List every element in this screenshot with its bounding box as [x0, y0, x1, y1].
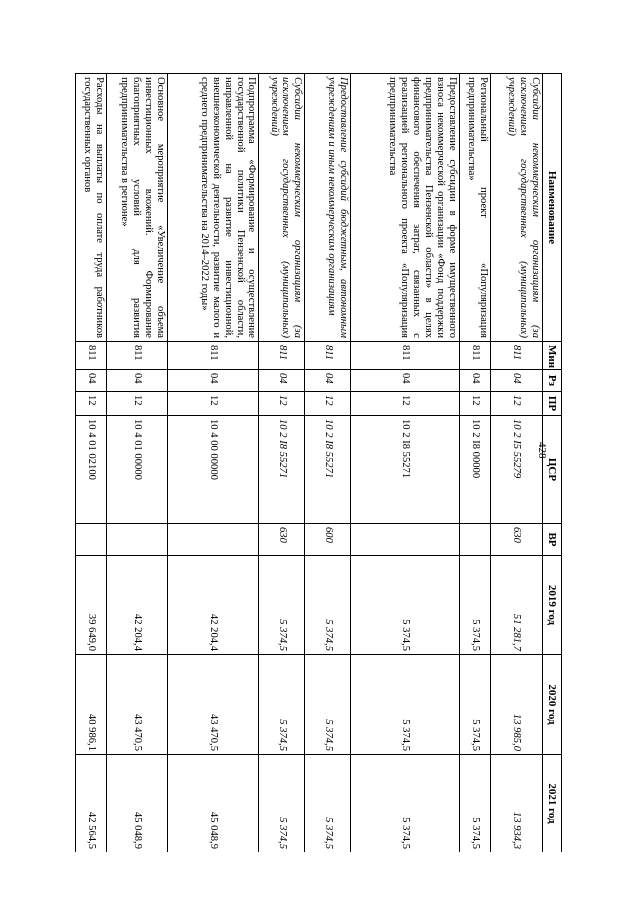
year-2021-cell: 5 374,5 — [459, 755, 490, 853]
year-2019-cell: 42 204,4 — [107, 556, 167, 655]
pr-cell: 12 — [167, 392, 259, 416]
csr-cell: 10 2 I8 55271 — [351, 416, 459, 524]
rz-cell: 04 — [259, 370, 305, 392]
csr-cell: 10 4 00 00000 — [167, 416, 259, 524]
rz-cell: 04 — [107, 370, 167, 392]
name-cell: Предоставление субсидий бюджетным, автономным учреждениям и иным некоммерческим организациям — [305, 74, 351, 342]
table-row — [107, 74, 167, 853]
min-cell: 811 — [459, 342, 490, 370]
table-row — [459, 74, 490, 853]
rz-cell: 04 — [305, 370, 351, 392]
csr-cell: 10 2 I8 00000 — [459, 416, 490, 524]
name-cell: Субсидии некоммерческим организациям (за исключением государственных (муниципальных) учреждений) — [259, 74, 305, 342]
year-2020-cell: 43 470,5 — [107, 655, 167, 755]
table-row — [351, 74, 459, 853]
year-2020-cell: 5 374,5 — [259, 655, 305, 755]
table-row — [259, 74, 305, 853]
year-2019-cell: 5 374,5 — [305, 556, 351, 655]
year-2021-cell: 5 374,5 — [351, 755, 459, 853]
year-2020-cell: 43 470,5 — [167, 655, 259, 755]
header-cell: ЦСР — [543, 416, 562, 524]
rotated-table-frame — [75, 73, 562, 852]
vr-cell — [107, 524, 167, 556]
vr-cell: 630 — [490, 524, 542, 556]
vr-cell — [459, 524, 490, 556]
year-2021-cell: 45 048,9 — [107, 755, 167, 853]
vr-cell — [351, 524, 459, 556]
year-2020-cell: 5 374,5 — [351, 655, 459, 755]
year-2019-cell: 42 204,4 — [167, 556, 259, 655]
min-cell: 811 — [107, 342, 167, 370]
header-cell: ВР — [543, 524, 562, 556]
pr-cell: 12 — [490, 392, 542, 416]
table-body — [76, 74, 543, 853]
vr-cell: 600 — [305, 524, 351, 556]
year-2019-cell: 5 374,5 — [259, 556, 305, 655]
year-2020-cell: 5 374,5 — [305, 655, 351, 755]
csr-cell: 10 4 01 02100 — [76, 416, 107, 524]
min-cell: 811 — [490, 342, 542, 370]
year-2019-cell: 5 374,5 — [351, 556, 459, 655]
year-2021-cell: 5 374,5 — [305, 755, 351, 853]
name-cell: Основное мероприятие «Увеличение объема инвестиционных вложений. Формирование благоприятных условий для развития предпринимательства в регионе» — [107, 74, 167, 342]
vr-cell — [167, 524, 259, 556]
header-cell: 2020 год — [543, 655, 562, 755]
table-row — [490, 74, 542, 853]
table-header-row — [543, 74, 562, 853]
rz-cell: 04 — [167, 370, 259, 392]
pr-cell: 12 — [459, 392, 490, 416]
name-cell: Подпрограмма «Формирование и осуществление государственной политики Пензенской области, направленной на развитие инвестиционной, внешнеэкономической деятельности, развитие малого и среднего предпринимательства на 2014–2022 годы» — [167, 74, 259, 342]
year-2021-cell: 5 374,5 — [259, 755, 305, 853]
min-cell: 811 — [167, 342, 259, 370]
table-row — [305, 74, 351, 853]
header-cell: Мин — [543, 342, 562, 370]
header-cell: Рз — [543, 370, 562, 392]
csr-cell: 10 2 I8 55271 — [305, 416, 351, 524]
header-cell: 2019 год — [543, 556, 562, 655]
table-row — [167, 74, 259, 853]
min-cell: 811 — [76, 342, 107, 370]
rz-cell: 04 — [459, 370, 490, 392]
csr-cell: 10 4 01 00000 — [107, 416, 167, 524]
year-2019-cell: 51 281,7 — [490, 556, 542, 655]
year-2021-cell: 45 048,9 — [167, 755, 259, 853]
header-cell: Наименование — [543, 74, 562, 342]
pr-cell: 12 — [107, 392, 167, 416]
year-2020-cell: 13 985,0 — [490, 655, 542, 755]
table-row — [76, 74, 107, 853]
pr-cell: 12 — [305, 392, 351, 416]
rz-cell: 04 — [76, 370, 107, 392]
year-2020-cell: 40 986,1 — [76, 655, 107, 755]
pr-cell: 12 — [259, 392, 305, 416]
min-cell: 811 — [305, 342, 351, 370]
name-cell: Субсидии некоммерческим организациям (за исключением государственных (муниципальных) учреждений) — [490, 74, 542, 342]
name-cell: Расходы на выплаты по оплате труда работников государственных органов — [76, 74, 107, 342]
year-2019-cell: 39 649,0 — [76, 556, 107, 655]
name-cell: Предоставление субсидии в форме имущественного взноса некоммерческой организации «Фонд поддержки предпринимательства Пензенской области» в целях финансового обеспечения затрат, связанных с реализацией регионального проекта «Популяризация предпринимательства — [351, 74, 459, 342]
year-2019-cell: 5 374,5 — [459, 556, 490, 655]
rz-cell: 04 — [490, 370, 542, 392]
csr-cell: 10 2 I8 55271 — [259, 416, 305, 524]
budget-table — [75, 73, 562, 852]
min-cell: 811 — [259, 342, 305, 370]
vr-cell: 630 — [259, 524, 305, 556]
pr-cell: 12 — [351, 392, 459, 416]
vr-cell — [76, 524, 107, 556]
year-2021-cell: 42 564,5 — [76, 755, 107, 853]
year-2020-cell: 5 374,5 — [459, 655, 490, 755]
csr-cell: 10 2 I5 55279 — [490, 416, 542, 524]
header-cell: ПР — [543, 392, 562, 416]
name-cell: Региональный проект «Популяризация предпринимательства» — [459, 74, 490, 342]
year-2021-cell: 13 934,3 — [490, 755, 542, 853]
table-container — [75, 73, 562, 852]
header-cell: 2021 год — [543, 755, 562, 853]
pr-cell: 12 — [76, 392, 107, 416]
min-cell: 811 — [351, 342, 459, 370]
rz-cell: 04 — [351, 370, 459, 392]
page-number: 428 — [536, 442, 548, 459]
